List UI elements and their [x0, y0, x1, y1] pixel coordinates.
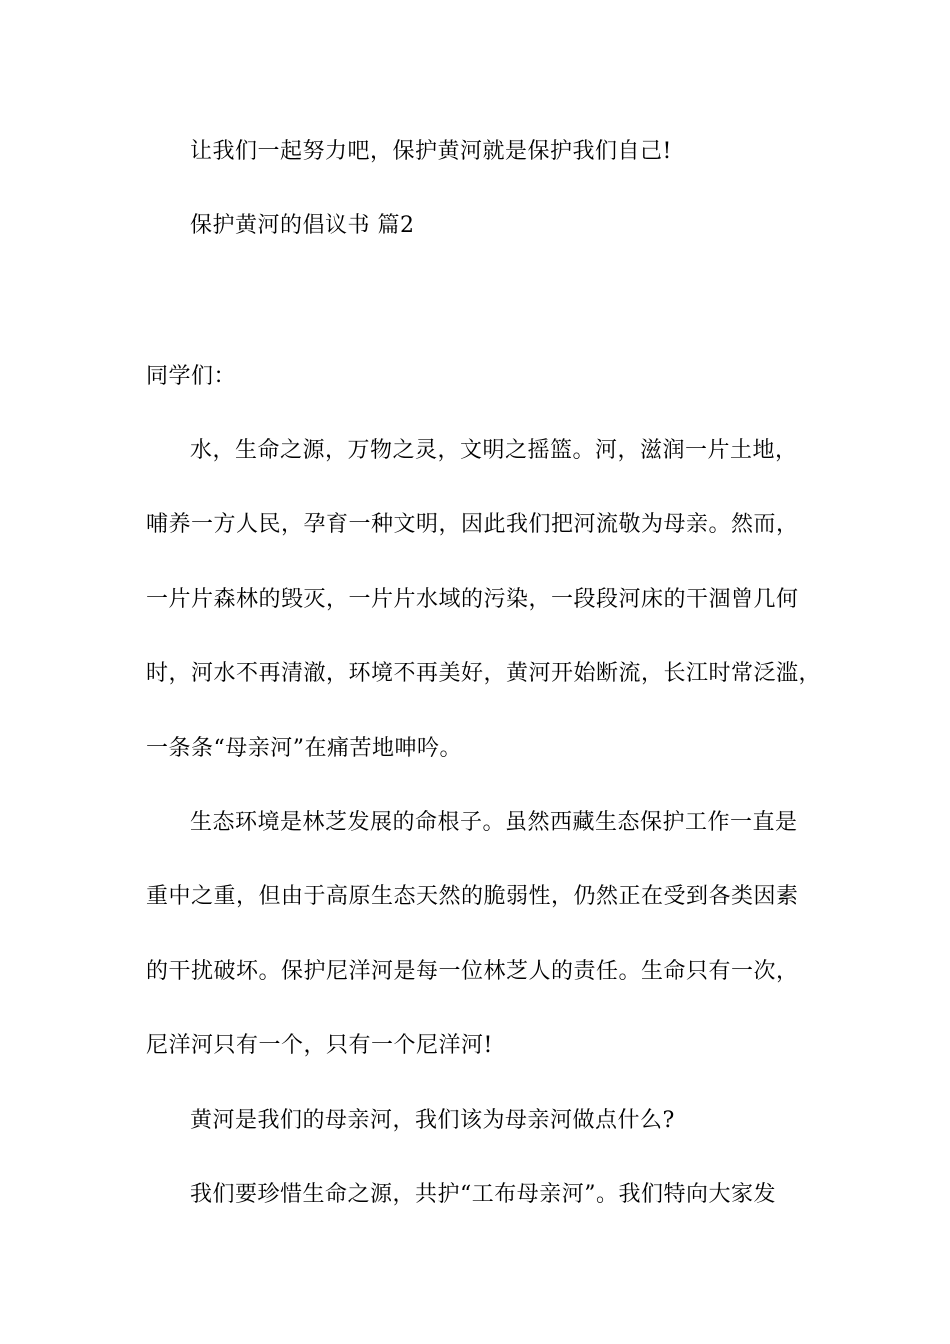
paragraph-line: 水，生命之源，万物之灵，文明之摇篮。河，滋润一片土地，: [190, 438, 798, 463]
section-title: 保护黄河的倡议书 篇2: [190, 213, 415, 238]
paragraph-line: 我们要珍惜生命之源，共护“工布母亲河”。我们特向大家发: [190, 1182, 776, 1207]
paragraph-line: 一条条“母亲河”在痛苦地呻吟。: [146, 736, 462, 761]
paragraph-line: 的干扰破坏。保护尼洋河是每一位林芝人的责任。生命只有一次，: [146, 959, 799, 984]
paragraph-line: 尼洋河只有一个，只有一个尼洋河!: [146, 1033, 493, 1058]
paragraph-line: 时，河水不再清澈，环境不再美好，黄河开始断流，长江时常泛滥，: [146, 661, 822, 686]
paragraph-line: 生态环境是林芝发展的命根子。虽然西藏生态保护工作一直是: [190, 810, 798, 835]
paragraph-line: 重中之重，但由于高原生态天然的脆弱性，仍然正在受到各类因素: [146, 884, 799, 909]
paragraph-line: 一片片森林的毁灭，一片片水域的污染，一段段河床的干涸曾几何: [146, 587, 799, 612]
paragraph-line: 哺养一方人民，孕育一种文明，因此我们把河流敬为母亲。然而，: [146, 512, 799, 537]
closing-line: 让我们一起努力吧，保护黄河就是保护我们自己!: [190, 139, 672, 164]
salutation: 同学们：: [146, 364, 237, 389]
paragraph-line: 黄河是我们的母亲河，我们该为母亲河做点什么?: [190, 1108, 675, 1133]
